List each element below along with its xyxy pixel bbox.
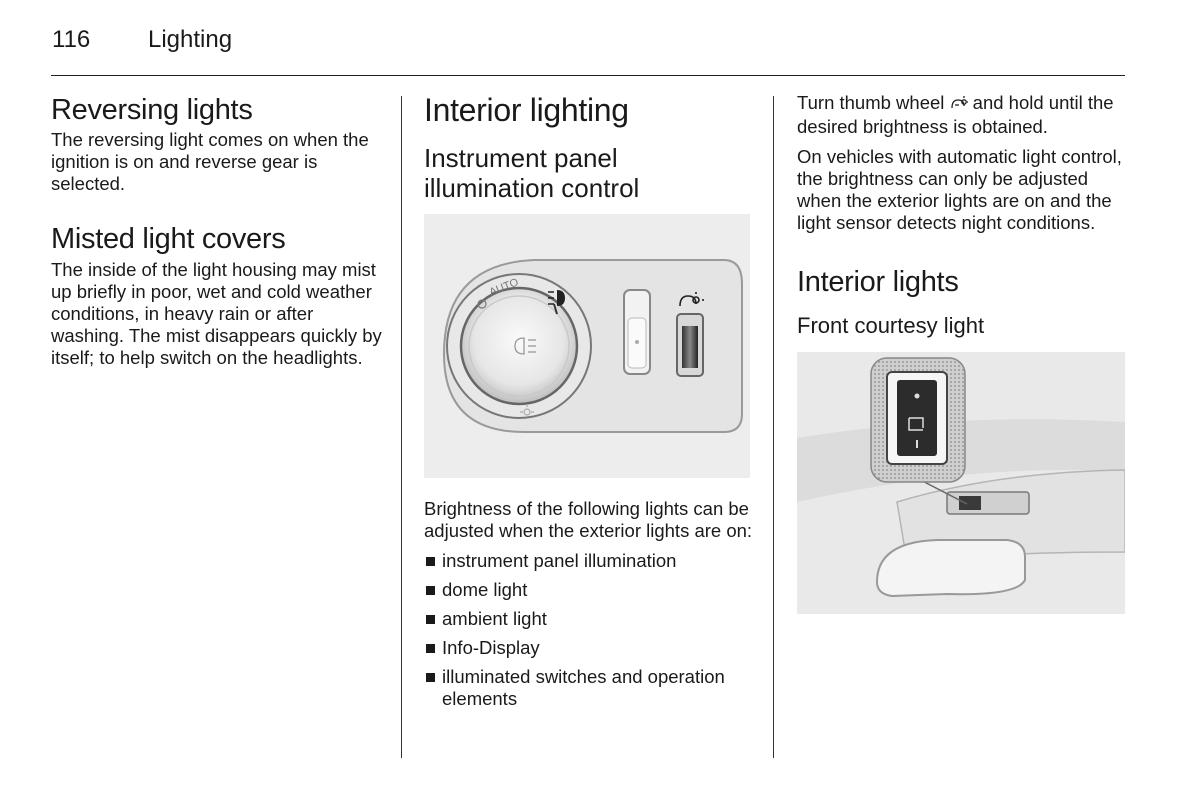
bullet-square xyxy=(426,644,435,653)
header-rule xyxy=(51,75,1125,76)
list-item: illuminated switches and operation elements xyxy=(424,666,754,710)
column-2 xyxy=(424,92,754,717)
light-switch-figure xyxy=(424,214,750,478)
misted-light-covers-text: The inside of the light housing may mist up briefly in poor, wet and cold weather conditions, in heavy rain or after washing. The mist disappears quickly by itself; to help switch on the headlights. xyxy=(51,258,382,368)
light-switch-illustration xyxy=(424,214,750,478)
bullet-square xyxy=(426,615,435,624)
brightness-lights-list xyxy=(424,550,754,710)
dimmer-icon xyxy=(950,94,968,116)
list-item: Info-Display xyxy=(424,637,754,659)
reversing-lights-heading: Reversing lights xyxy=(51,94,253,126)
bullet-square xyxy=(426,557,435,566)
interior-lighting-heading: Interior lighting xyxy=(424,92,629,128)
list-item: ambient light xyxy=(424,608,754,630)
bullet-square xyxy=(426,586,435,595)
list-item: instrument panel illumination xyxy=(424,550,754,572)
column-1 xyxy=(51,92,386,377)
courtesy-light-illustration xyxy=(797,352,1125,614)
automatic-light-control-text: On vehicles with automatic light control, the brightness can only be adjusted when the exterior lights are on and the light sensor detects night conditions. xyxy=(797,146,1122,233)
column-divider-1 xyxy=(401,96,402,758)
list-item: dome light xyxy=(424,579,754,601)
brightness-intro-text: Brightness of the following lights can be adjusted when the exterior lights are on: xyxy=(424,497,753,541)
auto-label: AUTO xyxy=(487,275,521,299)
reversing-lights-text: The reversing light comes on when the ignition is on and reverse gear is selected. xyxy=(51,129,369,195)
courtesy-light-figure xyxy=(797,352,1125,614)
front-courtesy-light-heading: Front courtesy light xyxy=(797,313,985,339)
chapter-title: Lighting xyxy=(148,26,233,53)
column-divider-2 xyxy=(773,96,774,758)
interior-lights-heading: Interior lights xyxy=(797,266,959,298)
page-number: 116 xyxy=(52,26,91,53)
misted-light-covers-heading: Misted light covers xyxy=(51,223,286,256)
instrument-panel-heading: Instrument panel illumination control xyxy=(424,142,640,204)
column-3 xyxy=(797,92,1127,614)
bullet-square xyxy=(426,673,435,682)
thumb-wheel-text: Turn thumb wheel and hold until the desired brightness is obtained. xyxy=(797,92,1114,137)
